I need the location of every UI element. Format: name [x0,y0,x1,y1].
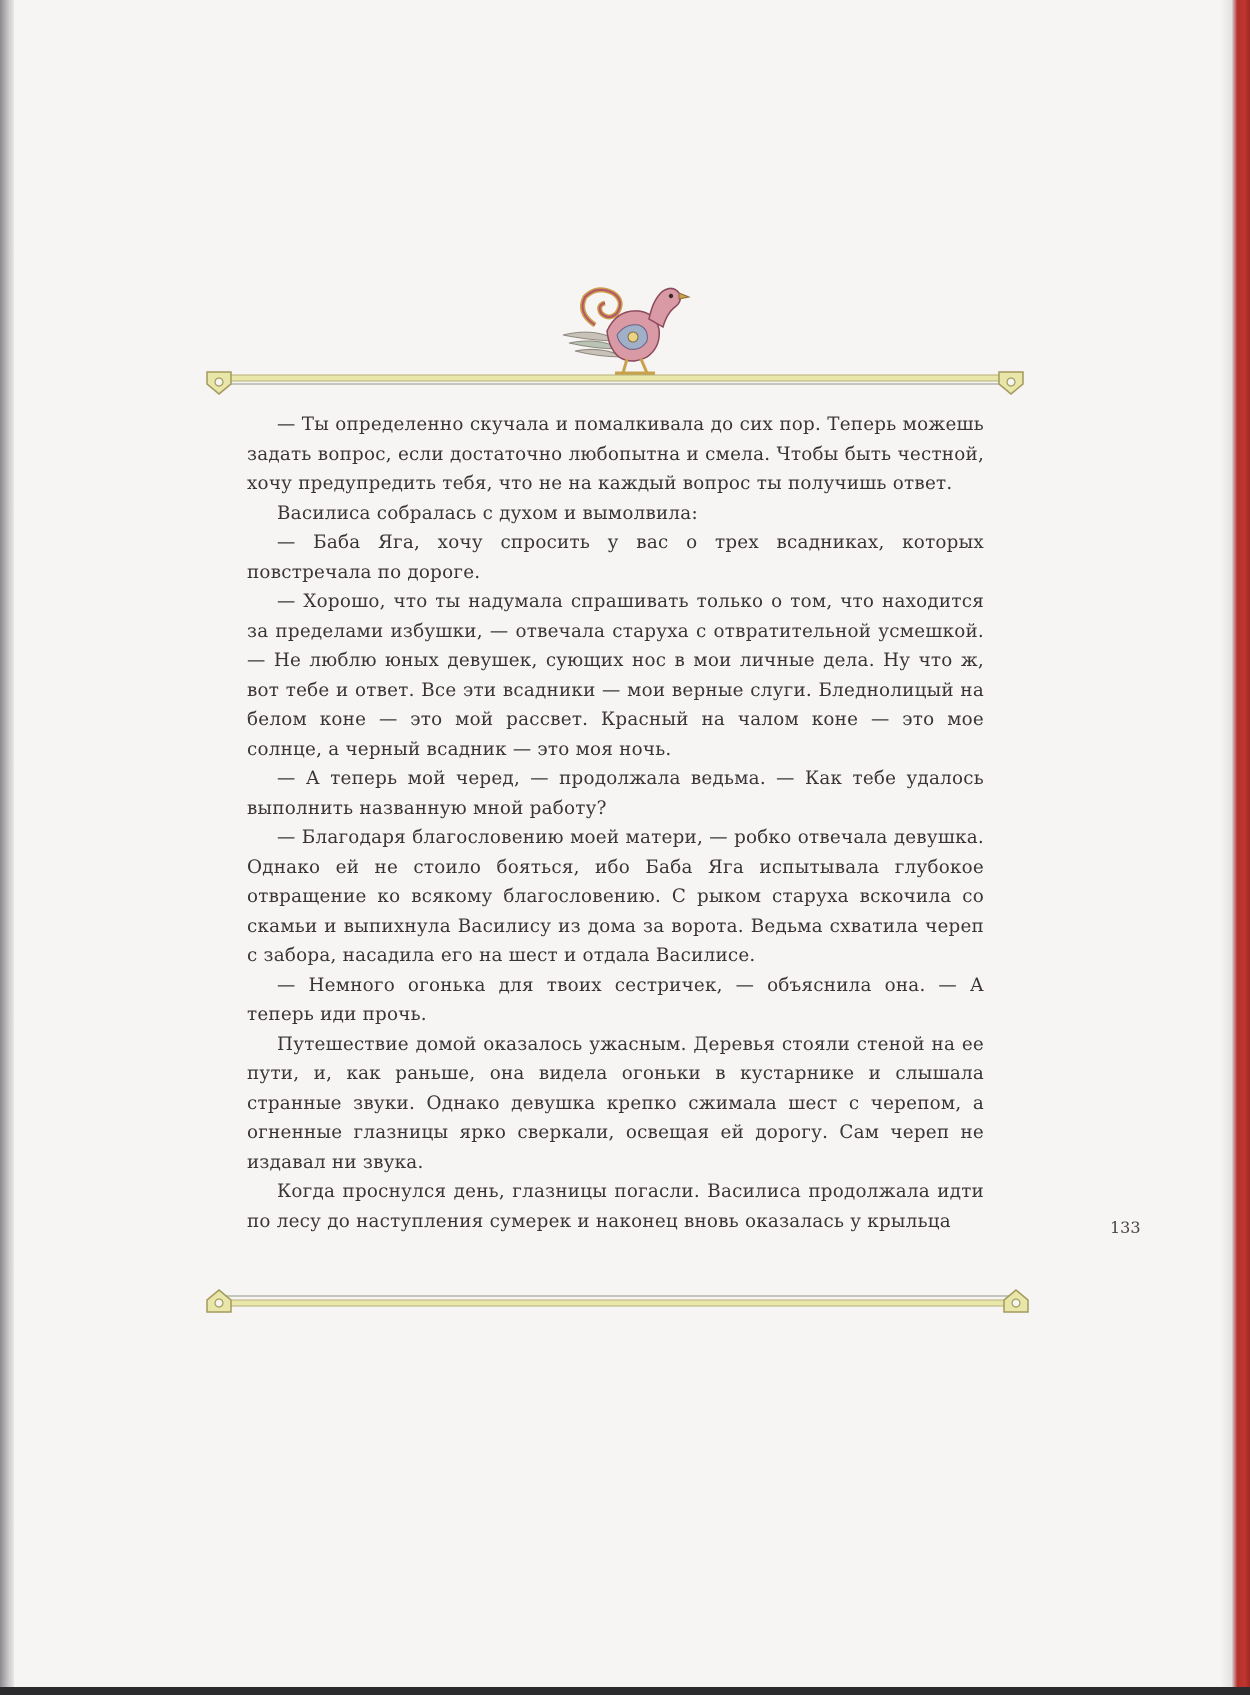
page-edge-shadow [1220,0,1232,1695]
paragraph: Василиса собралась с духом и вымолвила: [277,502,698,524]
paragraph: Когда проснулся день, глазницы погасли. Василиса продолжала идти по лесу до наступления сумерек и наконец вновь оказалась у крыльца [247,1181,984,1232]
ornamental-bird-icon [555,283,695,375]
story-text [247,410,984,1236]
paragraph: — Хорошо, что ты надумала спрашивать только о том, что находится за пределами избушки, — отвечала старуха с отвратительной усмешкой. — Не люблю юных девушек, сующих нос в мои личные дела. Ну что ж, вот тебе и ответ. Все эти всадники — мои верные слуги. Бледнолицый на белом коне — это мой рассвет. Красный на чалом коне — это мое солнце, а черный всадник — это моя ночь. [247,591,984,760]
paragraph: — Немного огонька для твоих сестричек, — объяснила она. — А теперь иди прочь. [247,974,984,1025]
book-spine-shadow [0,0,14,1695]
paragraph: — Баба Яга, хочу спросить у вас о трех всадниках, которых повстречала по дороге. [247,532,984,583]
paragraph: — Ты определенно скучала и помалкивала до сих пор. Теперь можешь задать вопрос, если достаточно любопытна и смела. Чтобы быть честной, хочу предупредить тебя, что не на каждый вопрос ты получишь ответ. [247,414,984,494]
ornamental-frame-top [205,368,1025,400]
paragraph: Путешествие домой оказалось ужасным. Деревья стояли стеной на ее пути, и, как раньше, она видела огоньки в кустарнике и слышала странные звуки. Однако девушка крепко сжимала шест с черепом, а огненные глазницы ярко сверкали, освещая ей дорогу. Сам череп не издавал ни звука. [247,1033,984,1173]
paragraph: — Благодаря благословению моей матери, — робко отвечала девушка. Однако ей не стоило бояться, ибо Баба Яга испытывала глубокое отвращение ко всякому благословению. С рыком старуха вскочила со скамьи и выпихнула Василису из дома за ворота. Ведьма схватила череп с забора, насадила его на шест и отдала Василисе. [247,827,984,966]
red-cover-edge [1232,0,1250,1695]
page-number: 133 [1110,1218,1141,1237]
scan-bottom-edge [0,1687,1250,1695]
ornamental-frame-bottom [205,1282,1030,1318]
paragraph: — А теперь мой черед, — продолжала ведьма. — Как тебе удалось выполнить названную мной работу? [247,768,984,819]
